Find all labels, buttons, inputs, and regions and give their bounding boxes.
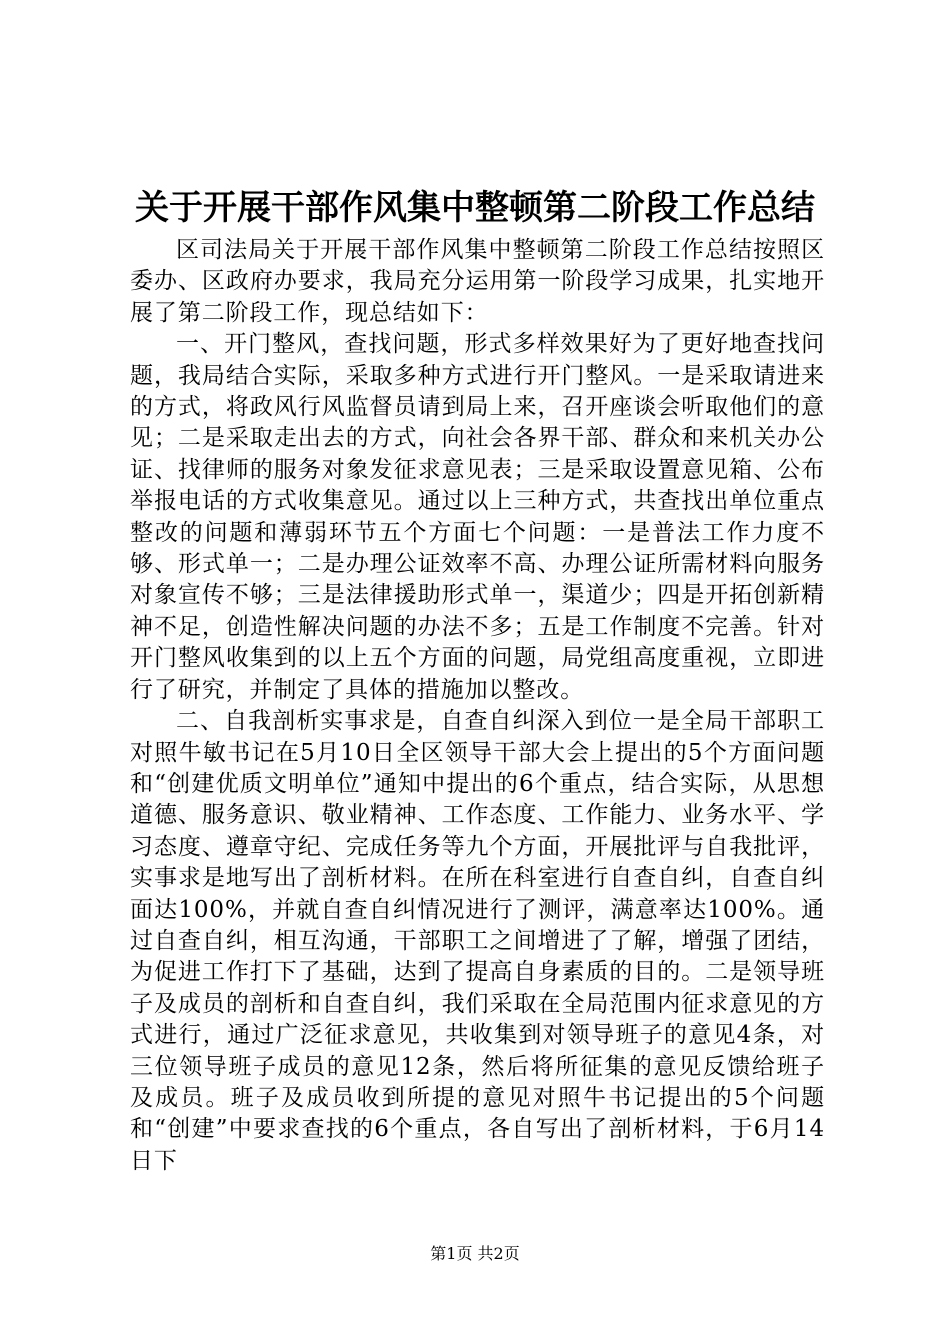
document-body	[130, 235, 825, 1177]
document-title: 关于开展干部作风集中整顿第二阶段工作总结	[135, 188, 815, 228]
body-paragraph-intro: 区司法局关于开展干部作风集中整顿第二阶段工作总结按照区委办、区政府办要求，我局充分运用第一阶段学习成果，扎实地开展了第二阶段工作，现总结如下：	[130, 237, 825, 326]
page-number-footer: 第1页 共2页	[430, 1244, 520, 1263]
body-paragraph-section-one: 一、开门整风，查找问题，形式多样效果好为了更好地查找问题，我局结合实际，采取多种方式进行开门整风。一是采取请进来的方式，将政风行风监督员请到局上来，召开座谈会听取他们的意见；二是采取走出去的方式，向社会各界干部、群众和来机关办公证、找律师的服务对象发征求意见表；三是采取设置意见箱、公布举报电话的方式收集意见。通过以上三种方式，共查找出单位重点整改的问题和薄弱环节五个方面七个问题：一是普法工作力度不够、形式单一；二是办理公证效率不高、办理公证所需材料向服务对象宣传不够；三是法律援助形式单一，渠道少；四是开拓创新精神不足，创造性解决问题的办法不多；五是工作制度不完善。针对开门整风收集到的以上五个方面的问题，局党组高度重视，立即进行了研究，并制定了具体的措施加以整改。	[130, 331, 825, 703]
body-paragraph-section-two: 二、自我剖析实事求是，自查自纠深入到位一是全局干部职工对照牛敏书记在5月10日全区领导干部大会上提出的5个方面问题和“创建优质文明单位”通知中提出的6个重点，结合实际，从思想道德、服务意识、敬业精神、工作态度、工作能力、业务水平、学习态度、遵章守纪、完成任务等九个方面，开展批评与自我批评，实事求是地写出了剖析材料。在所在科室进行自查自纠，自查自纠面达100%，并就自查自纠情况进行了测评，满意率达100%。通过自查自纠，相互沟通，干部职工之间增进了了解，增强了团结，为促进工作打下了基础，达到了提高自身素质的目的。二是领导班子及成员的剖析和自查自纠，我们采取在全局范围内征求意见的方式进行，通过广泛征求意见，共收集到对领导班子的意见4条，对三位领导班子成员的意见12条，然后将所征集的意见反馈给班子及成员。班子及成员收到所提的意见对照牛书记提出的5个问题和“创建”中要求查找的6个重点，各自写出了剖析材料，于6月14日下	[130, 708, 825, 1174]
